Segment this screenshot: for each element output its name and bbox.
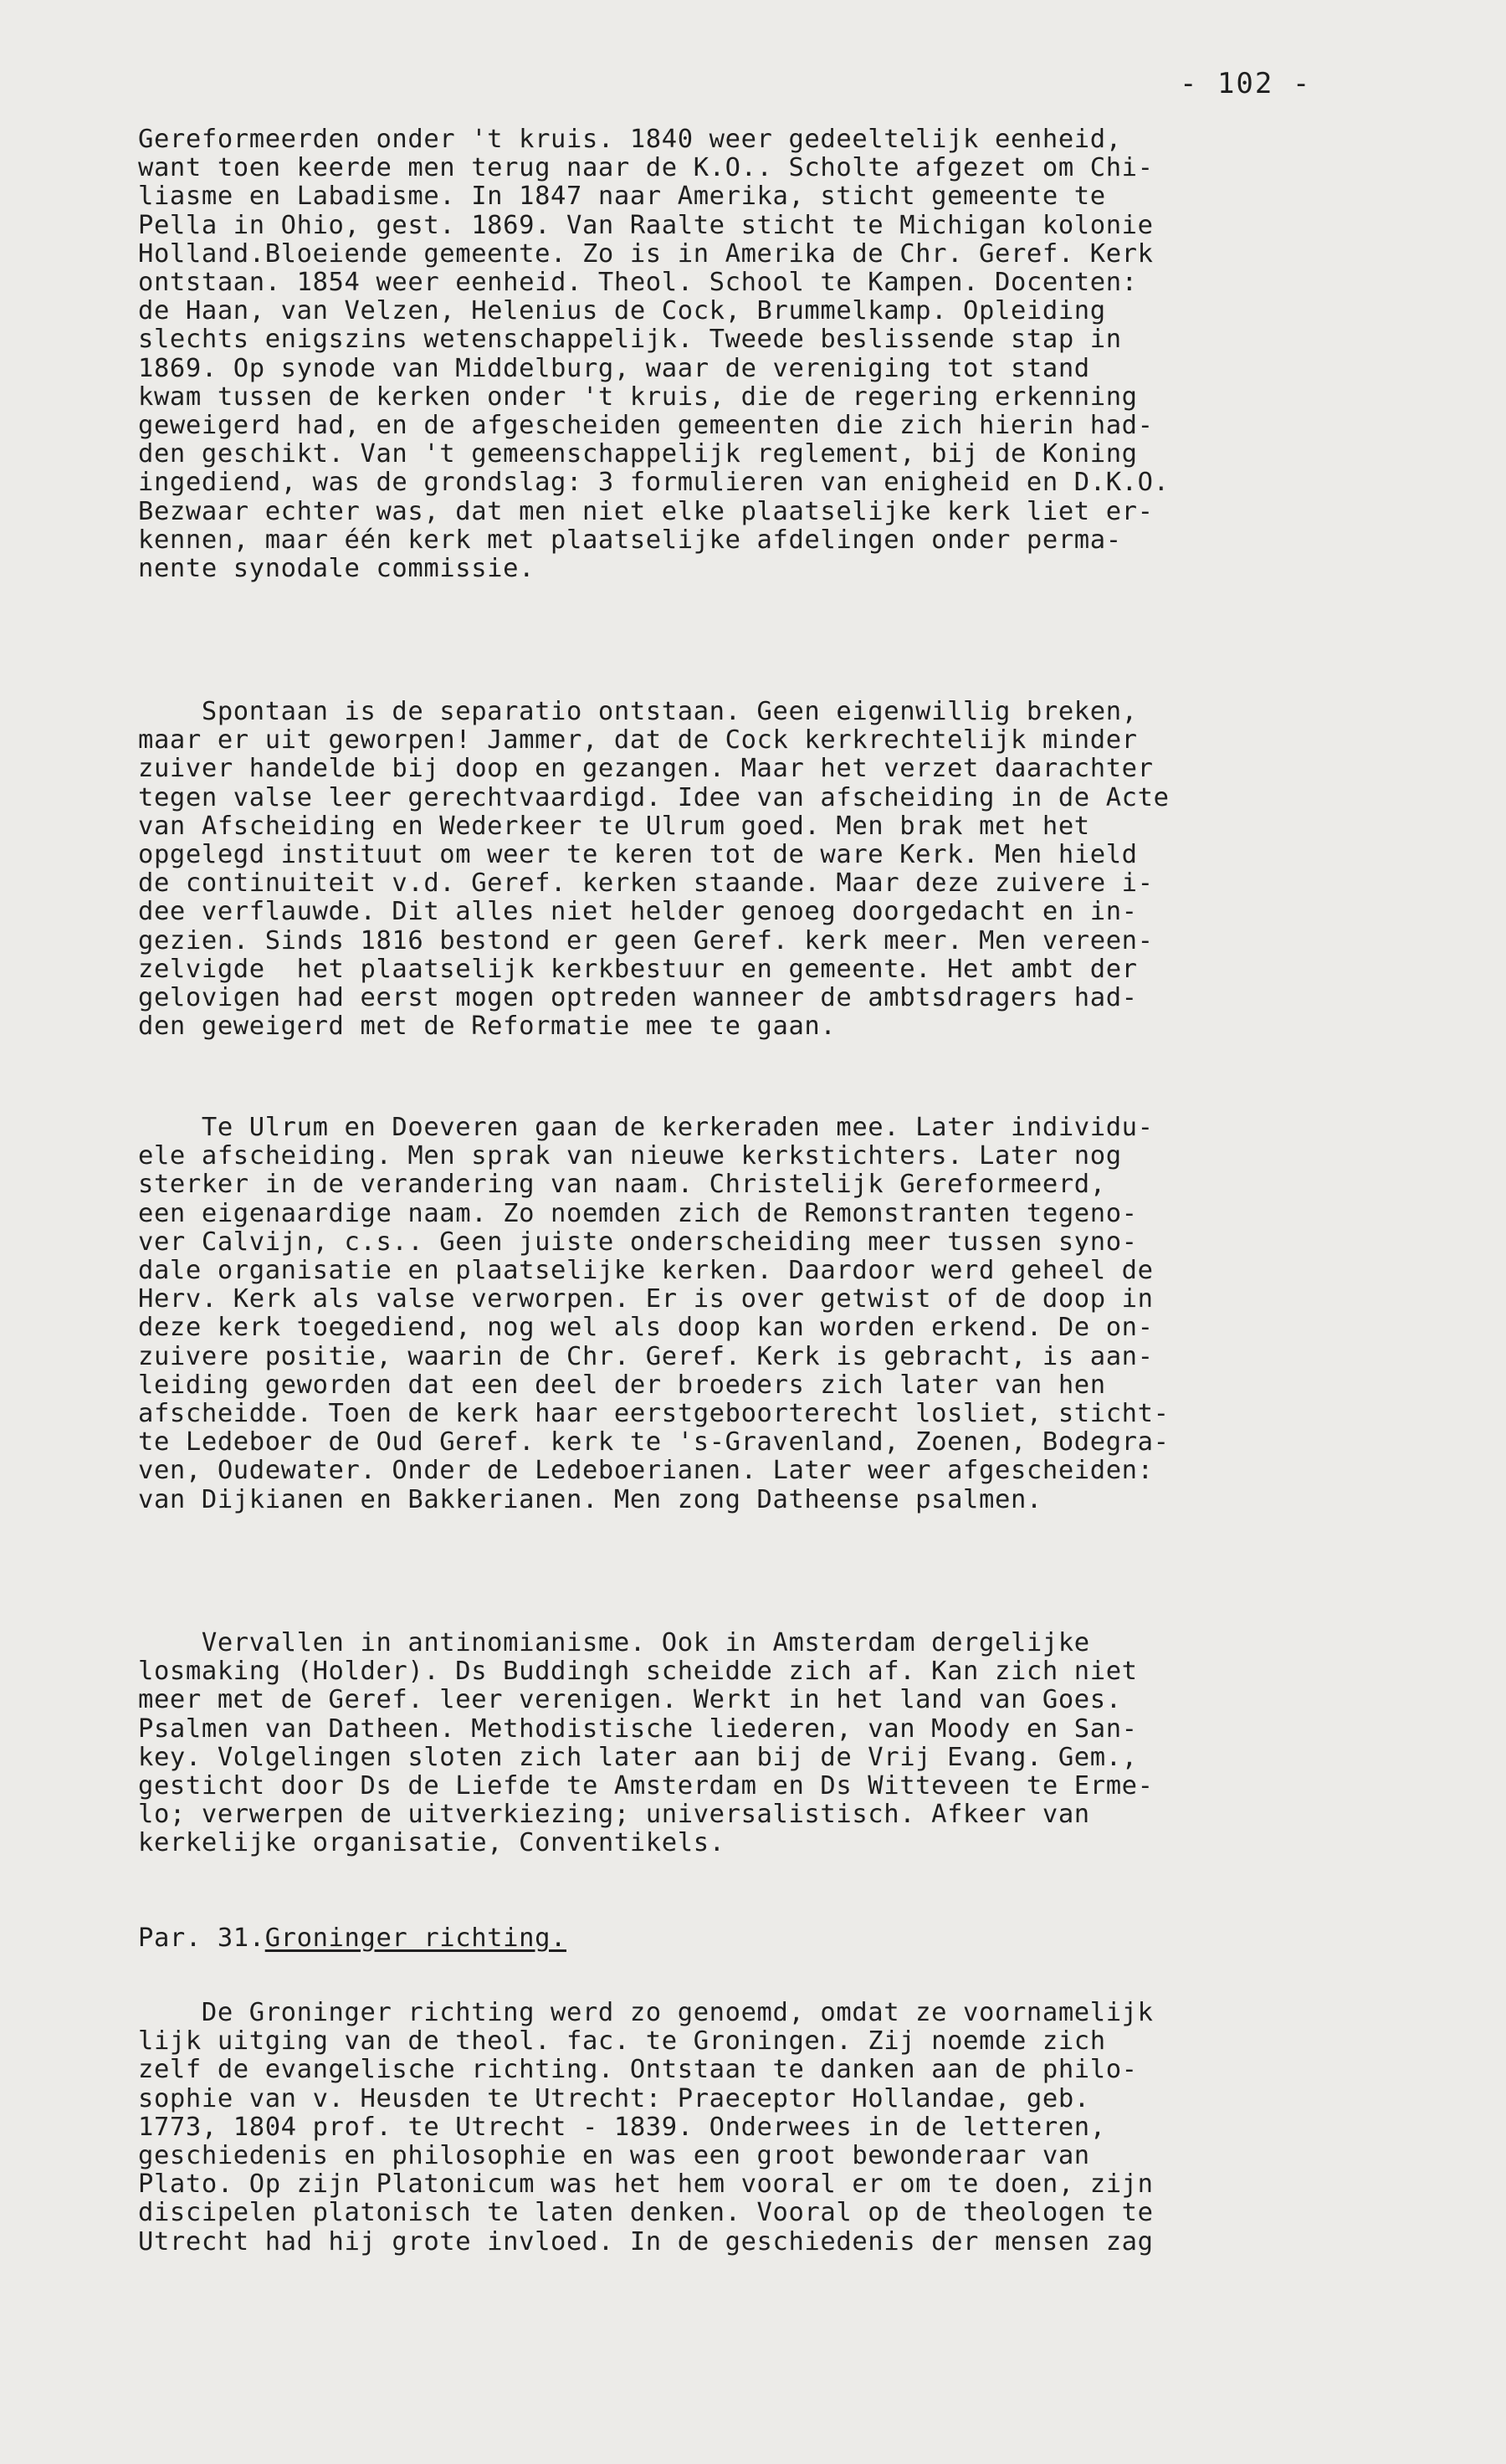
section-label: Par. 31. bbox=[138, 1924, 265, 1953]
section-heading bbox=[138, 1924, 566, 1953]
paragraph-spontaan: Spontaan is de separatio ontstaan. Geen eigenwillig breken, maar er uit geworpen! Jammer, dat de Cock kerkrechtelijk minder zuiver handelde bij doop en gezangen. Maar het verzet daarachter tegen valse leer gerechtvaardigd. Idee van afscheiding in de Acte van Afscheiding en Wederkeer te Ulrum goed. Men brak met het opgelegd instituut om weer te keren tot de ware Kerk. Men hield de continuiteit v.d. Geref. kerken staande. Maar deze zuivere i- dee verflauwde. Dit alles niet helder genoeg doorgedacht en in- gezien. Sinds 1816 bestond er geen Geref. kerk meer. Men vereen- zelvigde het plaatselijk kerkbestuur en gemeente. Het ambt der gelovigen had eerst mogen optreden wanneer de ambtsdragers had- den geweigerd met de Reformatie mee te gaan. bbox=[138, 697, 1170, 1042]
paragraph-separatio-history: Gereformeerden onder 't kruis. 1840 weer gedeeltelijk eenheid, want toen keerde men terug naar de K.O.. Scholte afgezet om Chi- liasme en Labadisme. In 1847 naar Amerika, sticht gemeente te Pella in Ohio, gest. 1869. Van Raalte sticht te Michigan kolonie Holland.Bloeiende gemeente. Zo is in Amerika de Chr. Geref. Kerk ontstaan. 1854 weer eenheid. Theol. School te Kampen. Docenten: de Haan, van Velzen, Helenius de Cock, Brummelkamp. Opleiding slechts enigszins wetenschappelijk. Tweede beslissende stap in 1869. Op synode van Middelburg, waar de vereniging tot stand kwam tussen de kerken onder 't kruis, die de regering erkenning geweigerd had, en de afgescheiden gemeenten die zich hierin had- den geschikt. Van 't gemeenschappelijk reglement, bij de Koning ingediend, was de grondslag: 3 formulieren van enigheid en D.K.O. Bezwaar echter was, dat men niet elke plaatselijke kerk liet er- kennen, maar één kerk met plaatselijke afdelingen onder perma- nente synodale commissie. bbox=[138, 125, 1170, 584]
page-number: - 102 - bbox=[1180, 67, 1312, 100]
section-title: Groninger richting. bbox=[264, 1924, 566, 1953]
paragraph-groninger-richting: De Groninger richting werd zo genoemd, omdat ze voornamelijk lijk uitging van de theol. fac. te Groningen. Zij noemde zich zelf de evangelische richting. Ontstaan te danken aan de philo- sophie van v. Heusden te Utrecht: Praeceptor Hollandae, geb. 1773, 1804 prof. te Utrecht - 1839. Onderwees in de letteren, geschiedenis en philosophie en was een groot bewonderaar van Plato. Op zijn Platonicum was het hem vooral er om te doen, zijn discipelen platonisch te laten denken. Vooral op de theologen te Utrecht had hij grote invloed. In de geschiedenis der mensen zag bbox=[138, 1998, 1154, 2257]
paragraph-ulrum-doeveren: Te Ulrum en Doeveren gaan de kerkeraden mee. Later individu- ele afscheiding. Men sprak van nieuwe kerkstichters. Later nog sterker in de verandering van naam. Christelijk Gereformeerd, een eigenaardige naam. Zo noemden zich de Remonstranten tegeno- ver Calvijn, c.s.. Geen juiste onderscheiding meer tussen syno- dale organisatie en plaatselijke kerken. Daardoor werd geheel de Herv. Kerk als valse verworpen. Er is over getwist of de doop in deze kerk toegediend, nog wel als doop kan worden erkend. De on- zuivere positie, waarin de Chr. Geref. Kerk is gebracht, is aan- leiding geworden dat een deel der broeders zich later van hen afscheidde. Toen de kerk haar eerstgeboorterecht losliet, sticht- te Ledeboer de Oud Geref. kerk te 's-Gravenland, Zoenen, Bodegra- ven, Oudewater. Onder de Ledeboerianen. Later weer afgescheiden: van Dijkianen en Bakkerianen. Men zong Datheense psalmen. bbox=[138, 1113, 1170, 1514]
paragraph-antinomianisme: Vervallen in antinomianisme. Ook in Amsterdam dergelijke losmaking (Holder). Ds Buddingh scheidde zich af. Kan zich niet meer met de Geref. leer verenigen. Werkt in het land van Goes. Psalmen van Datheen. Methodistische liederen, van Moody en San- key. Volgelingen sloten zich later aan bij de Vrij Evang. Gem., gesticht door Ds de Liefde te Amsterdam en Ds Witteveen te Erme- lo; verwerpen de uitverkiezing; universalistisch. Afkeer van kerkelijke organisatie, Conventikels. bbox=[138, 1628, 1154, 1858]
